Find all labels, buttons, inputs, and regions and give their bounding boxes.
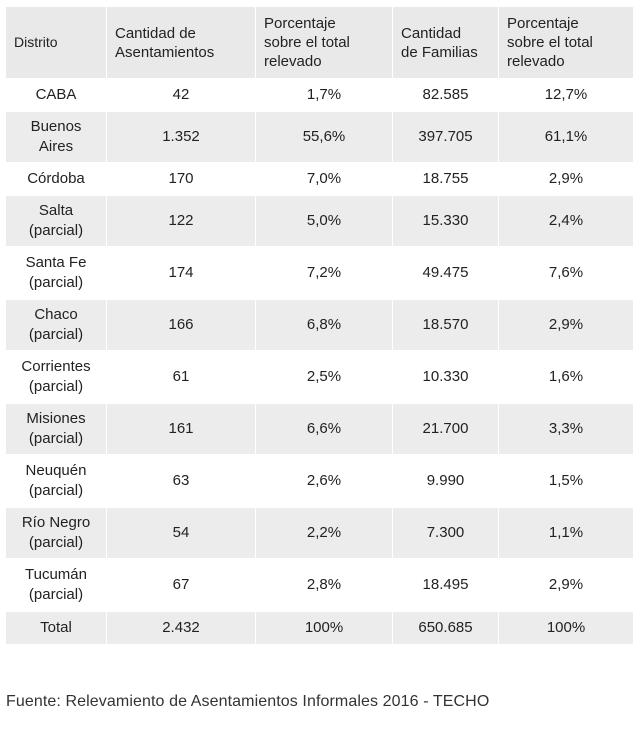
cell-porcentaje-asentamientos: 7,2% — [256, 248, 393, 298]
table-row — [6, 352, 634, 402]
cell-porcentaje-familias: 12,7% — [499, 80, 634, 110]
cell-porcentaje-familias: 2,9% — [499, 560, 634, 610]
cell-cantidad-familias: 15.330 — [393, 196, 499, 246]
cell-cantidad-familias: 21.700 — [393, 404, 499, 454]
cell-distrito: Corrientes (parcial) — [6, 352, 107, 402]
total-cantidad-familias: 650.685 — [393, 612, 499, 644]
cell-porcentaje-familias: 1,1% — [499, 508, 634, 558]
cell-distrito: Río Negro (parcial) — [6, 508, 107, 558]
table-row — [6, 456, 634, 506]
table-total-row — [6, 612, 634, 644]
cell-cantidad-familias: 10.330 — [393, 352, 499, 402]
cell-cantidad-asentamientos: 170 — [107, 164, 256, 194]
cell-porcentaje-asentamientos: 2,6% — [256, 456, 393, 506]
cell-cantidad-asentamientos: 174 — [107, 248, 256, 298]
total-label: Total — [6, 612, 107, 644]
cell-cantidad-familias: 9.990 — [393, 456, 499, 506]
cell-distrito: Córdoba — [6, 164, 107, 194]
table-header-row — [6, 7, 634, 78]
asentamientos-table — [6, 5, 634, 646]
cell-porcentaje-familias: 2,9% — [499, 164, 634, 194]
cell-porcentaje-familias: 1,5% — [499, 456, 634, 506]
cell-porcentaje-asentamientos: 2,2% — [256, 508, 393, 558]
cell-distrito: Tucumán (parcial) — [6, 560, 107, 610]
table-row — [6, 508, 634, 558]
cell-porcentaje-familias: 7,6% — [499, 248, 634, 298]
cell-porcentaje-familias: 3,3% — [499, 404, 634, 454]
cell-porcentaje-asentamientos: 55,6% — [256, 112, 393, 162]
cell-cantidad-asentamientos: 42 — [107, 80, 256, 110]
cell-distrito: Santa Fe (parcial) — [6, 248, 107, 298]
cell-cantidad-familias: 7.300 — [393, 508, 499, 558]
total-cantidad-asentamientos: 2.432 — [107, 612, 256, 644]
cell-porcentaje-familias: 61,1% — [499, 112, 634, 162]
cell-distrito: Neuquén (parcial) — [6, 456, 107, 506]
table-row — [6, 560, 634, 610]
cell-porcentaje-asentamientos: 6,8% — [256, 300, 393, 350]
total-porcentaje-familias: 100% — [499, 612, 634, 644]
cell-porcentaje-familias: 2,9% — [499, 300, 634, 350]
cell-cantidad-asentamientos: 54 — [107, 508, 256, 558]
cell-porcentaje-asentamientos: 5,0% — [256, 196, 393, 246]
cell-cantidad-asentamientos: 63 — [107, 456, 256, 506]
cell-porcentaje-familias: 2,4% — [499, 196, 634, 246]
cell-cantidad-familias: 82.585 — [393, 80, 499, 110]
header-porcentaje-familias: Porcentaje sobre el total relevado — [499, 7, 634, 78]
table-row — [6, 404, 634, 454]
table-row — [6, 112, 634, 162]
cell-distrito: CABA — [6, 80, 107, 110]
cell-cantidad-asentamientos: 122 — [107, 196, 256, 246]
cell-cantidad-asentamientos: 61 — [107, 352, 256, 402]
header-distrito: Distrito — [6, 7, 107, 78]
cell-distrito: Misiones (parcial) — [6, 404, 107, 454]
cell-cantidad-familias: 18.570 — [393, 300, 499, 350]
cell-cantidad-familias: 18.495 — [393, 560, 499, 610]
cell-porcentaje-asentamientos: 2,8% — [256, 560, 393, 610]
cell-distrito: Chaco (parcial) — [6, 300, 107, 350]
cell-porcentaje-familias: 1,6% — [499, 352, 634, 402]
total-porcentaje-asentamientos: 100% — [256, 612, 393, 644]
table-row — [6, 248, 634, 298]
cell-porcentaje-asentamientos: 2,5% — [256, 352, 393, 402]
cell-cantidad-familias: 18.755 — [393, 164, 499, 194]
cell-porcentaje-asentamientos: 6,6% — [256, 404, 393, 454]
table-row — [6, 196, 634, 246]
cell-cantidad-asentamientos: 161 — [107, 404, 256, 454]
header-cantidad-asentamientos: Cantidad de Asentamientos — [107, 7, 256, 78]
table-row — [6, 164, 634, 194]
cell-cantidad-familias: 49.475 — [393, 248, 499, 298]
cell-cantidad-asentamientos: 1.352 — [107, 112, 256, 162]
cell-porcentaje-asentamientos: 7,0% — [256, 164, 393, 194]
header-porcentaje-asentamientos: Porcentaje sobre el total relevado — [256, 7, 393, 78]
header-cantidad-familias: Cantidad de Familias — [393, 7, 499, 78]
cell-porcentaje-asentamientos: 1,7% — [256, 80, 393, 110]
table-row — [6, 80, 634, 110]
cell-distrito: Buenos Aires — [6, 112, 107, 162]
cell-cantidad-familias: 397.705 — [393, 112, 499, 162]
data-table-container — [6, 5, 634, 646]
cell-distrito: Salta (parcial) — [6, 196, 107, 246]
table-row — [6, 300, 634, 350]
cell-cantidad-asentamientos: 67 — [107, 560, 256, 610]
source-caption: Fuente: Relevamiento de Asentamientos Informales 2016 - TECHO — [6, 693, 490, 710]
cell-cantidad-asentamientos: 166 — [107, 300, 256, 350]
